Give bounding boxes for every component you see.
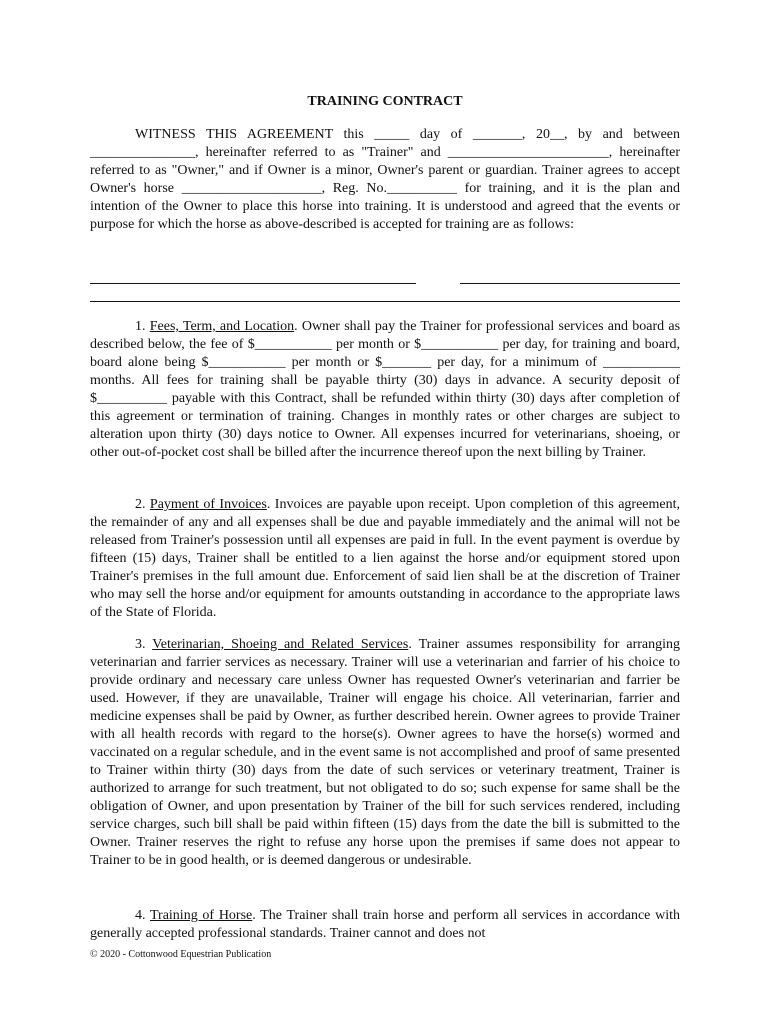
purpose-blank-line-1[interactable] — [90, 283, 680, 284]
purpose-blank-right — [460, 283, 680, 284]
section-4-number: 4. — [135, 908, 146, 923]
section-3 — [90, 636, 680, 870]
section-1-heading: Fees, Term, and Location — [149, 319, 295, 334]
section-1 — [90, 318, 680, 462]
section-2-paragraph: 2. Payment of Invoices. Invoices are payable upon receipt. Upon completion of this agreement, the remainder of any and all expenses shall be due and payable immediately and the animal will not be released from Trainer's possession until all expenses are paid in full. In the event payment is overdue by fifteen (15) days, Trainer shall be entitled to a lien against the horse and/or equipment stored upon Trainer's premises in the full amount due. Enforcement of said lien shall be at the discretion of Trainer who may sell the horse and/or equipment for amounts outstanding in accordance to the appropriate laws of the State of Florida. — [90, 497, 680, 620]
section-2 — [90, 496, 680, 622]
section-3-number: 3. — [135, 637, 146, 652]
section-4-heading: Training of Horse — [149, 908, 253, 923]
section-3-paragraph: 3. Veterinarian, Shoeing and Related Services. Trainer assumes responsibility for arranging veterinarian and farrier services as necessary. Trainer will use a veterinarian and farrier of his choice to provide ordinary and necessary care unless Owner has requested Owner's veterinarian and farrier be used. However, if they are unavailable, Trainer will engage his choice. All veterinarian, farrier and medicine expenses shall be paid by Owner, as further described herein. Owner agrees to provide Trainer with all health records with regard to the horse(s). Owner agrees to have the horse(s) wormed and vaccinated on a regular schedule, and in the event same is not accomplished and proof of same presented to Trainer within thirty (30) days from the date of such services or veterinary treatment, Trainer is authorized to arrange for such treatment, but not obligated to do so; such expense for same shall be the obligation of Owner, and upon presentation by Trainer of the bill for such services rendered, including service charges, such bill shall be paid within fifteen (15) days from the date the bill is submitted to the Owner. Trainer reserves the right to refuse any horse upon the premises if same does not appear to Trainer to be in good health, or is deemed dangerous or undesirable. — [90, 637, 681, 868]
section-2-heading: Payment of Invoices — [149, 497, 267, 512]
intro-block — [90, 126, 680, 234]
copyright-footer: © 2020 - Cottonwood Equestrian Publication — [90, 949, 272, 960]
section-1-paragraph: 1. Fees, Term, and Location. Owner shall pay the Trainer for professional services and board as described below, the fee of $___________ per month or $___________ per day, for training and board, board alone being $___________ per month or $_______ per day, for a minimum of ___________ months. All fees for training shall be payable thirty (30) days in advance. A security deposit of $__________ payable with this Contract, shall be refunded within thirty (30) days after completion of this agreement or termination of training. Changes in monthly rates or other charges are subject to alteration upon thirty (30) days notice to Owner. All expenses incurred for veterinarians, shoeing, or other out-of-pocket cost shall be billed after the incurrence thereof upon the next billing by Trainer. — [90, 319, 681, 460]
purpose-blank-line-2[interactable] — [90, 301, 680, 302]
section-4-text: The Trainer shall train horse and perform all services in accordance with generally accepted professional standards. Trainer cannot and does not — [90, 908, 681, 941]
section-4 — [90, 907, 680, 943]
section-3-heading: Veterinarian, Shoeing and Related Services — [152, 637, 409, 652]
section-3-text: Trainer assumes responsibility for arranging veterinarian and farrier services as necessary. Trainer will use a veterinarian and farrier of his choice to provide ordinary and necessary care unless Owner has requested Owner's veterinarian and farrier be used. However, if they are unavailable, Trainer will engage his choice. All veterinarian, farrier and medicine expenses shall be paid by Owner, as further described herein. Owner agrees to provide Trainer with all health records with regard to the horse(s). Owner agrees to have the horse(s) wormed and vaccinated on a regular schedule, and in the event same is not accomplished and proof of same presented to Trainer within thirty (30) days from the date of such services or veterinary treatment, Trainer is authorized to arrange for such treatment, but not obligated to do so; such expense for same shall be the obligation of Owner, and upon presentation by Trainer of the bill for such services rendered, including service charges, such bill shall be paid within fifteen (15) days from the date the bill is submitted to the Owner. Trainer reserves the right to refuse any horse upon the premises if same does not appear to Trainer to be in good health, or is deemed dangerous or undesirable. — [90, 637, 681, 868]
purpose-blank-left — [90, 283, 416, 284]
intro-paragraph: WITNESS THIS AGREEMENT this _____ day of _______, 20__, by and between _______________, hereinafter referred to as "Trainer" and _______________________, hereinafter referred to as "Owner," and if Owner is a minor, Owner's parent or guardian. Trainer agrees to accept Owner's horse ____________________, Reg. No.__________ for training, and it is the plan and intention of the Owner to place this horse into training. It is understood and agreed that the events or purpose for which the horse as above-described is accepted for training are as follows: — [90, 127, 680, 232]
purpose-blank-full — [90, 301, 680, 302]
section-1-text: Owner shall pay the Trainer for professional services and board as described below, the fee of $___________ per month or $___________ per day, for training and board, board alone being $___________ per month or $_______ per day, for a minimum of ___________ months. All fees for training shall be payable thirty (30) days in advance. A security deposit of $__________ payable with this Contract, shall be refunded within thirty (30) days after completion of this agreement or termination of training. Changes in monthly rates or other charges are subject to alteration upon thirty (30) days notice to Owner. All expenses incurred for veterinarians, shoeing, or other out-of-pocket cost shall be billed after the incurrence thereof upon the next billing by Trainer. — [90, 319, 681, 460]
section-4-paragraph: 4. Training of Horse. The Trainer shall train horse and perform all services in accordance with generally accepted professional standards. Trainer cannot and does not — [90, 908, 681, 941]
document-title: TRAINING CONTRACT — [307, 94, 463, 109]
section-2-number: 2. — [135, 497, 146, 512]
section-2-text: Invoices are payable upon receipt. Upon completion of this agreement, the remainder of any and all expenses shall be due and payable immediately and the animal will not be released from Trainer's possession until all expenses are paid in full. In the event payment is overdue by fifteen (15) days, Trainer shall be entitled to a lien against the horse and/or equipment stored upon Trainer's premises in the full amount due. Enforcement of said lien shall be at the discretion of Trainer who may sell the horse and/or equipment for amounts outstanding in accordance to the appropriate laws of the State of Florida. — [90, 497, 680, 620]
section-1-number: 1. — [135, 319, 146, 334]
